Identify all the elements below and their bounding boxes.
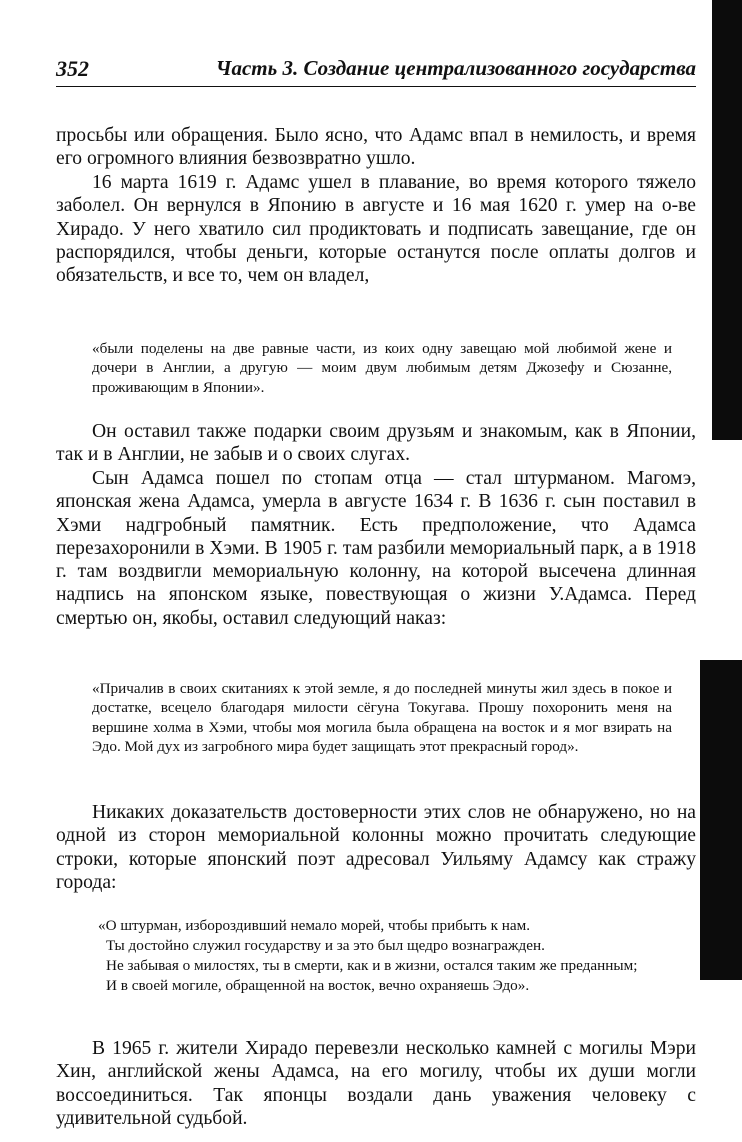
poem-line: И в своей могиле, обращенной на восток, вечно охраняешь Эдо».: [106, 977, 530, 994]
paragraph-5: Никаких доказательств достоверности этих слов не обнаружено, но на одной из сторон мемориальной колонны можно прочитать следующие строки, которые японский поэт адресовал Уильяму Адамсу как стражу города:: [56, 802, 696, 893]
poem-line: «О штурман, избороздивший немало морей, чтобы прибыть к нам.: [98, 917, 531, 934]
paragraph-1: просьбы или обращения. Было ясно, что Адамс впал в немилость, и время его огромного влияния безвозвратно ушло.: [56, 125, 696, 170]
paragraph-4: Сын Адамса пошел по стопам отца — стал штурманом. Магомэ, японская жена Адамса, умерла в августе 1634 г. В 1636 г. сын поставил в Хэми надгробный памятник. Есть предположение, что Адамса перезахоронили в Хэми. В 1905 г. там разбили мемориальный парк, а в 1918 г. там воздвигли мемориальную колонну, на которой высечена длинная надпись на японском языке, повествующая о жизни У.Адамса. Перед смертью он, якобы, оставил следующий наказ:: [56, 468, 696, 629]
scan-shadow-top: [712, 0, 742, 440]
scan-shadow-bottom: [700, 660, 742, 980]
quote-will: «были поделены на две равные части, из коих одну завещаю мой любимой жене и дочери в Англии, а другую — моим двум любимым детям Джозефу и Сюзанне, проживающим в Японии».: [92, 340, 672, 396]
quote-testament: «Причалив в своих скитаниях к этой земле, я до последней минуты жил здесь в покое и достатке, всецело благодаря милости сёгуна Токугава. Прошу похоронить меня на вершине холма в Хэми, чтобы моя могила была обращена на восток и я мог взирать на Эдо. Мой дух из загробного мира будет защищать этот прекрасный город».: [92, 680, 672, 755]
page-header: [56, 56, 696, 87]
poem-inscription: [98, 916, 674, 996]
paragraph-3: Он оставил также подарки своим друзьям и знакомым, как в Японии, так и в Англии, не забыв и о своих слугах.: [56, 421, 696, 466]
poem-line: Ты достойно служил государству и за это был щедро вознагражден.: [106, 937, 545, 954]
page-number: 352: [56, 56, 89, 81]
poem-line: Не забывая о милостях, ты в смерти, как и в жизни, остался таким же преданным;: [106, 957, 638, 974]
paragraph-6: В 1965 г. жители Хирадо перевезли несколько камней с могилы Мэри Хин, английской жены Адамса, на его могилу, чтобы их души могли воссоединиться. Так японцы воздали дань уважения человеку с удивительной судьбой.: [56, 1038, 696, 1129]
paragraph-2: 16 марта 1619 г. Адамс ушел в плавание, во время которого тяжело заболел. Он вернулся в Японию в августе и 16 мая 1620 г. умер на о-ве Хирадо. У него хватило сил продиктовать и подписать завещание, где он распорядился, чтобы деньги, которые останутся после оплаты долгов и обязательств, и все то, чем он владел,: [56, 172, 696, 287]
running-title: Часть 3. Создание централизованного государства: [215, 56, 696, 80]
